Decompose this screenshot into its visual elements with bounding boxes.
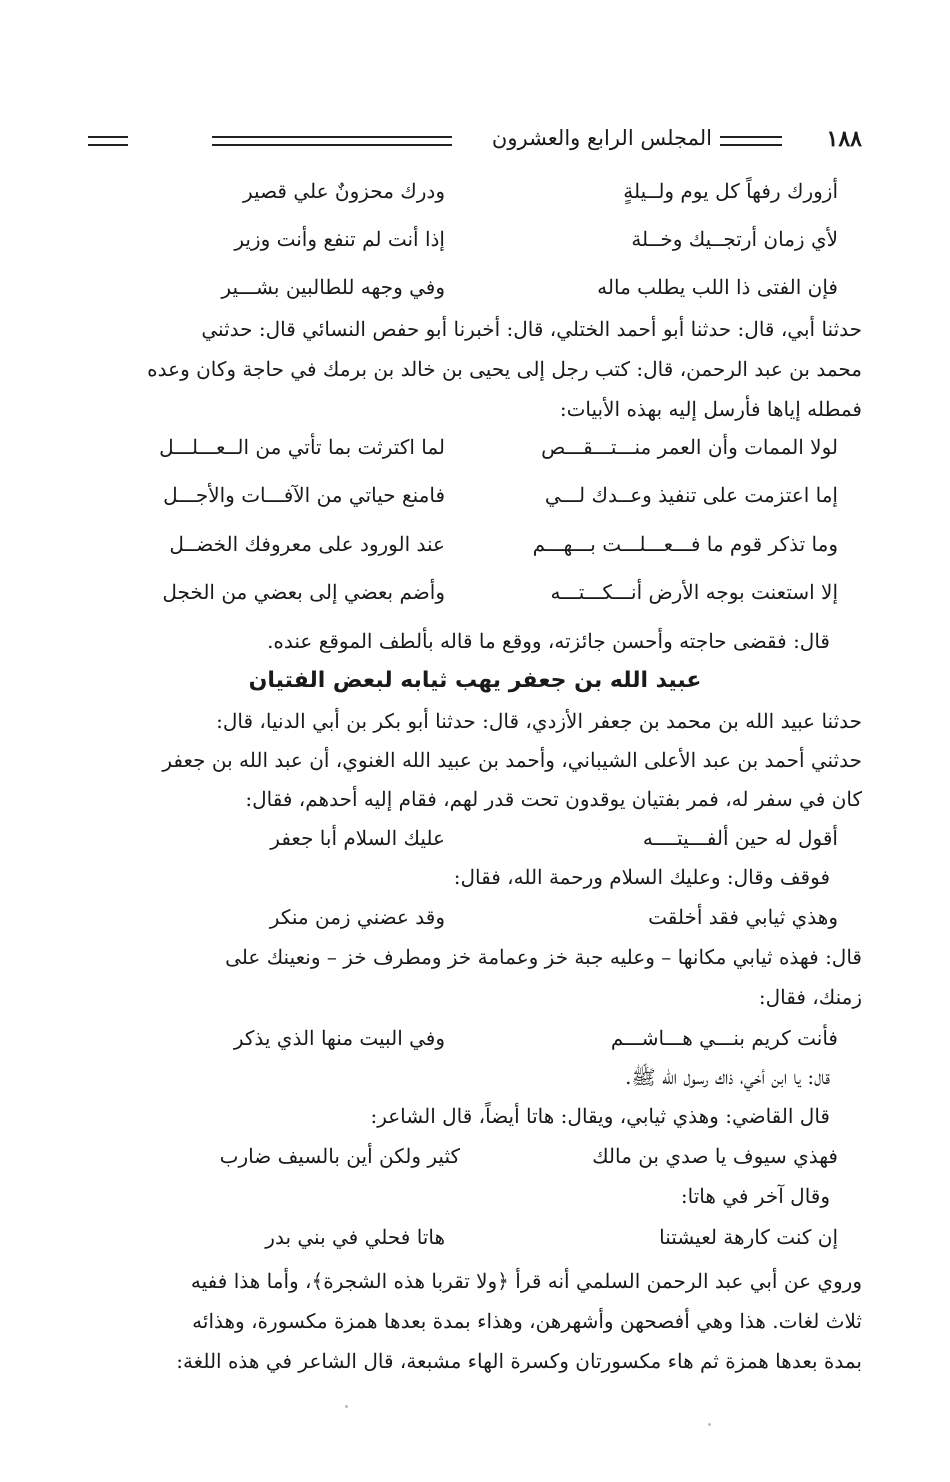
verse-first-hemistich: فهذي سيوف يا صدي بن مالك (592, 1144, 838, 1168)
verse-second-hemistich: إذا أنت لم تنفع وأنت وزير (234, 227, 445, 251)
prose-line: كان في سفر له، فمر بفتيان يوقدون تحت قدر لهم، فقام إليه أحدهم، فقال: (245, 787, 862, 811)
page-number: ١٨٨ (826, 126, 862, 152)
prose-line: فمطله إياها فأرسل إليه بهذه الأبيات: (559, 397, 862, 421)
prose-line: حدثنا عبيد الله بن محمد بن جعفر الأزدي، قال: حدثنا أبو بكر بن أبي الدنيا، قال: (216, 709, 862, 733)
verse-first-hemistich: فإن الفتى ذا اللب يطلب ماله (597, 275, 838, 299)
running-header (88, 124, 862, 154)
verse-second-hemistich: عند الورود على معروفك الخضــل (169, 532, 445, 556)
header-rule (88, 136, 128, 146)
verse-first-hemistich: وهذي ثيابي فقد أخلقت (648, 905, 838, 929)
verse-first-hemistich: لولا الممات وأن العمر منـــتـــقـــص (541, 435, 838, 459)
verse-second-hemistich: وفي البيت منها الذي يذكر (233, 1026, 445, 1050)
prose-line: قال: فقضى حاجته وأحسن جائزته، ووقع ما قاله بألطف الموقع عنده. (267, 629, 830, 653)
verse-second-hemistich: وأضم بعضي إلى بعضي من الخجل (162, 580, 445, 604)
verse-first-hemistich: وما تذكر قوم ما فـــعـــلـــت بـــهـــم (532, 532, 838, 556)
scan-speck (345, 1405, 348, 1408)
prose-line: ثلاث لغات. هذا وهي أفصحهن وأشهرهن، وهذاء بمدة بعدها همزة مكسورة، وهذائه (192, 1309, 862, 1333)
prose-line: وروي عن أبي عبد الرحمن السلمي أنه قرأ ﴿ولا تقربا هذه الشجرة﴾، وأما هذا ففيه (190, 1269, 862, 1293)
verse-second-hemistich: وقد عضني زمن منكر (269, 905, 445, 929)
verse-second-hemistich: وفي وجهه للطالبين بشـــير (221, 275, 445, 299)
verse-second-hemistich: كثير ولكن أين بالسيف ضارب (219, 1144, 460, 1168)
prose-line: حدثنا أبي، قال: حدثنا أبو أحمد الختلي، قال: أخبرنا أبو حفص النسائي قال: حدثني (201, 317, 862, 341)
section-heading: عبيد الله بن جعفر يهب ثيابه لبعض الفتيان (248, 668, 702, 693)
verse-second-hemistich: لما اكترثت بما تأتي من الــعـــلـــل (159, 435, 445, 459)
prose-line: حدثني أحمد بن عبد الأعلى الشيباني، وأحمد بن عبيد الله الغنوي، أن عبد الله بن جعفر (162, 748, 862, 772)
verse-first-hemistich: أزورك رفهاً كل يوم ولــيلةٍ (623, 179, 838, 203)
verse-second-hemistich: فامنع حياتي من الآفـــات والأجـــل (163, 483, 445, 507)
verse-first-hemistich: فأنت كريم بنـــي هـــاشـــم (610, 1026, 838, 1050)
verse-second-hemistich: عليك السلام أبا جعفر (270, 826, 445, 850)
chapter-title: المجلس الرابع والعشرون (491, 126, 712, 150)
verse-second-hemistich: هاتا فحلي في بني بدر (265, 1225, 445, 1249)
prose-line: زمنك، فقال: (758, 985, 862, 1009)
prose-line: قال: فهذه ثيابي مكانها – وعليه جبة خز وعمامة خز ومطرف خز – ونعينك على (225, 945, 862, 969)
verse-second-hemistich: ودرك محزونٌ علي قصير (243, 179, 445, 203)
verse-first-hemistich: أقول له حين ألفـــيتــــه (642, 826, 838, 850)
prose-line: وقال آخر في هاتا: (680, 1184, 830, 1208)
header-rule (720, 136, 782, 146)
prose-line: بمدة بعدها همزة ثم هاء مكسورتان وكسرة الهاء مشبعة، قال الشاعر في هذه اللغة: (176, 1349, 862, 1373)
scan-speck (708, 1423, 711, 1426)
prose-line: قال القاضي: وهذي ثيابي، ويقال: هاتا أيضاً، قال الشاعر: (370, 1104, 830, 1128)
prose-line: محمد بن عبد الرحمن، قال: كتب رجل إلى يحيى بن خالد بن برمك في حاجة وكان وعده (147, 357, 862, 381)
verse-first-hemistich: إلا استعنت بوجه الأرض أنـــكـــتـــه (550, 580, 838, 604)
verse-first-hemistich: لأي زمان أرتجــيك وخــلة (631, 227, 838, 251)
prose-line: قال: يا ابن أخي، ذاك رسول الله ﷺ. (625, 1065, 830, 1089)
header-rule (212, 136, 452, 146)
prose-line: فوقف وقال: وعليك السلام ورحمة الله، فقال: (453, 865, 830, 889)
verse-first-hemistich: إن كنت كارهة لعيشتنا (659, 1225, 838, 1249)
verse-first-hemistich: إما اعتزمت على تنفيذ وعــدك لـــي (544, 483, 838, 507)
